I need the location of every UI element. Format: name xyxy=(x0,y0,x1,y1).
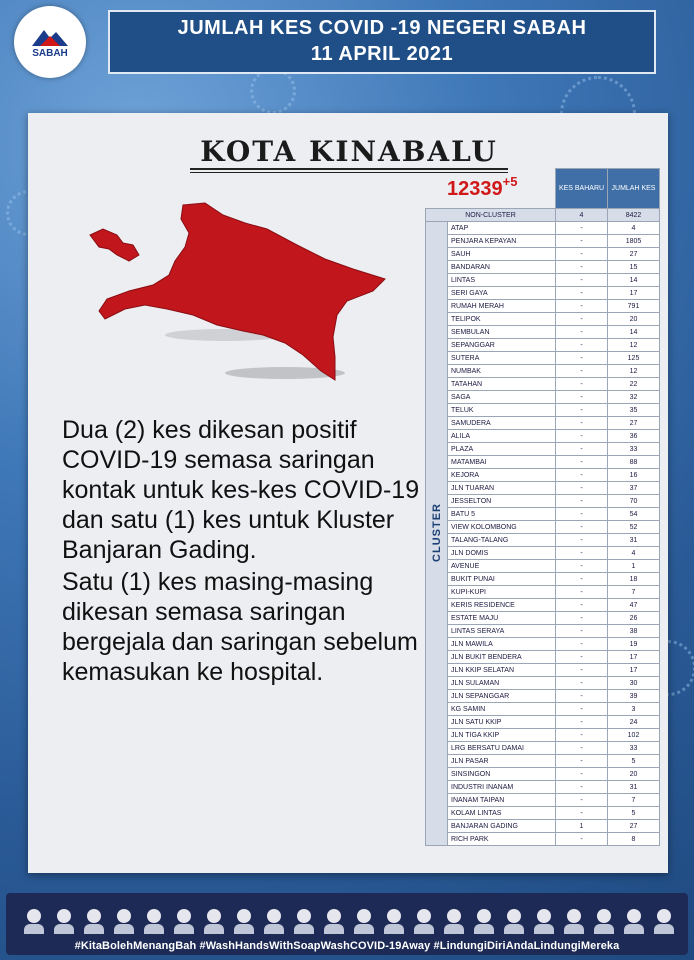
footer-hashtags: #KitaBolehMenangBah #WashHandsWithSoapWashCOVID-19Away #LindungiDiriAndaLindungiMereka xyxy=(74,940,620,952)
cluster-name: JESSELTON xyxy=(448,495,556,508)
cluster-total-cases: 27 xyxy=(608,820,660,833)
cluster-new-cases: - xyxy=(556,794,608,807)
cluster-new-cases: - xyxy=(556,547,608,560)
header-date: 11 APRIL 2021 xyxy=(310,43,454,65)
cluster-new-cases: - xyxy=(556,443,608,456)
cluster-name: NUMBAK xyxy=(448,365,556,378)
cluster-new-cases: - xyxy=(556,677,608,690)
cluster-name: JLN PASAR xyxy=(448,755,556,768)
cluster-new-cases: - xyxy=(556,235,608,248)
total-count: 12339 xyxy=(447,178,503,200)
cluster-name: MATAMBAI xyxy=(448,456,556,469)
cluster-name: JLN SATU KKIP xyxy=(448,716,556,729)
person-figure-icon xyxy=(444,909,464,933)
table-row xyxy=(426,586,660,599)
cluster-total-cases: 12 xyxy=(608,339,660,352)
table-row xyxy=(426,339,660,352)
person-figure-icon xyxy=(54,909,74,933)
person-figure-icon xyxy=(294,909,314,933)
table-row xyxy=(426,755,660,768)
cluster-name: SEPANGGAR xyxy=(448,339,556,352)
cluster-name: LINTAS xyxy=(448,274,556,287)
cluster-name: BATU 5 xyxy=(448,508,556,521)
table-row xyxy=(426,781,660,794)
cluster-total-cases: 24 xyxy=(608,716,660,729)
cluster-total-cases: 14 xyxy=(608,274,660,287)
cluster-new-cases: - xyxy=(556,417,608,430)
cluster-total-cases: 14 xyxy=(608,326,660,339)
table-row xyxy=(426,677,660,690)
cluster-total-cases: 5 xyxy=(608,755,660,768)
virus-decoration xyxy=(250,68,296,114)
cluster-name: PLAZA xyxy=(448,443,556,456)
person-figure-icon xyxy=(324,909,344,933)
cluster-label: CLUSTER xyxy=(430,503,443,562)
cluster-new-cases: - xyxy=(556,768,608,781)
cluster-new-cases: - xyxy=(556,833,608,846)
cluster-new-cases: - xyxy=(556,703,608,716)
table-row xyxy=(426,352,660,365)
cluster-name: ALILA xyxy=(448,430,556,443)
person-figure-icon xyxy=(354,909,374,933)
person-figure-icon xyxy=(624,909,644,933)
cluster-name: JLN DOMIS xyxy=(448,547,556,560)
cluster-total-cases: 31 xyxy=(608,781,660,794)
cluster-new-cases: - xyxy=(556,274,608,287)
table-row xyxy=(426,794,660,807)
cluster-total-cases: 31 xyxy=(608,534,660,547)
table-row xyxy=(426,261,660,274)
cluster-name: JLN SEPANGGAR xyxy=(448,690,556,703)
cluster-new-cases: - xyxy=(556,222,608,235)
cluster-name: ESTATE MAJU xyxy=(448,612,556,625)
table-row xyxy=(426,573,660,586)
cluster-new-cases: - xyxy=(556,664,608,677)
cluster-name: INANAM TAIPAN xyxy=(448,794,556,807)
cluster-name: SEMBULAN xyxy=(448,326,556,339)
cluster-new-cases: - xyxy=(556,638,608,651)
cluster-new-cases: - xyxy=(556,326,608,339)
cluster-total-cases: 7 xyxy=(608,586,660,599)
cluster-name: ATAP xyxy=(448,222,556,235)
table-row xyxy=(426,430,660,443)
person-figure-icon xyxy=(564,909,584,933)
cluster-total-cases: 32 xyxy=(608,391,660,404)
cluster-total-cases: 8 xyxy=(608,833,660,846)
cluster-new-cases: - xyxy=(556,248,608,261)
cluster-new-cases: - xyxy=(556,495,608,508)
cluster-total-cases: 12 xyxy=(608,365,660,378)
cluster-new-cases: - xyxy=(556,586,608,599)
cluster-total-cases: 7 xyxy=(608,794,660,807)
table-header-row xyxy=(426,169,660,209)
cluster-total-cases: 791 xyxy=(608,300,660,313)
person-figure-icon xyxy=(24,909,44,933)
cluster-new-cases: - xyxy=(556,508,608,521)
description-para-1: Dua (2) kes dikesan positif COVID-19 semasa saringan kontak untuk kes-kes COVID-19 dan satu (1) kes untuk Kluster Banjaran Gading. xyxy=(62,416,420,564)
cluster-name: SAMUDERA xyxy=(448,417,556,430)
person-figure-icon xyxy=(474,909,494,933)
cluster-name: BUKIT PUNAI xyxy=(448,573,556,586)
logo-name: SABAH xyxy=(32,47,68,59)
mountain-logo-icon xyxy=(30,26,70,48)
region-title: KOTA KINABALU xyxy=(200,135,498,168)
cluster-name: SAUH xyxy=(448,248,556,261)
new-count: +5 xyxy=(502,174,518,189)
col-header-total: JUMLAH KES xyxy=(608,169,660,209)
cluster-total-cases: 17 xyxy=(608,651,660,664)
cluster-new-cases: - xyxy=(556,482,608,495)
cluster-name: TELUK xyxy=(448,404,556,417)
cluster-new-cases: - xyxy=(556,352,608,365)
table-row xyxy=(426,274,660,287)
cluster-table xyxy=(425,168,660,846)
person-figure-icon xyxy=(534,909,554,933)
person-figure-icon xyxy=(114,909,134,933)
cluster-new-cases: - xyxy=(556,742,608,755)
person-figure-icon xyxy=(654,909,674,933)
cluster-name: TATAHAN xyxy=(448,378,556,391)
table-row xyxy=(426,235,660,248)
cluster-total-cases: 20 xyxy=(608,768,660,781)
cluster-new-cases: - xyxy=(556,521,608,534)
non-cluster-total: 8422 xyxy=(608,209,660,222)
cluster-new-cases: - xyxy=(556,755,608,768)
table-row xyxy=(426,703,660,716)
cluster-name: AVENUE xyxy=(448,560,556,573)
cluster-total-cases: 1805 xyxy=(608,235,660,248)
table-row xyxy=(426,495,660,508)
table-row xyxy=(426,664,660,677)
table-row xyxy=(426,651,660,664)
cluster-total-cases: 38 xyxy=(608,625,660,638)
cluster-name: SERI GAYA xyxy=(448,287,556,300)
cluster-total-cases: 35 xyxy=(608,404,660,417)
non-cluster-row xyxy=(426,209,660,222)
person-figure-icon xyxy=(264,909,284,933)
table-row xyxy=(426,716,660,729)
cluster-new-cases: - xyxy=(556,365,608,378)
cluster-total-cases: 30 xyxy=(608,677,660,690)
table-row xyxy=(426,547,660,560)
cluster-name: INDUSTRI INANAM xyxy=(448,781,556,794)
table-row xyxy=(426,742,660,755)
cluster-total-cases: 16 xyxy=(608,469,660,482)
cluster-label-tab xyxy=(426,222,448,846)
table-row xyxy=(426,807,660,820)
table-row xyxy=(426,508,660,521)
cluster-total-cases: 52 xyxy=(608,521,660,534)
cluster-total-cases: 15 xyxy=(608,261,660,274)
cluster-total-cases: 17 xyxy=(608,287,660,300)
cluster-new-cases: - xyxy=(556,300,608,313)
cluster-new-cases: - xyxy=(556,781,608,794)
cluster-total-cases: 33 xyxy=(608,443,660,456)
table-row xyxy=(426,768,660,781)
person-figure-icon xyxy=(384,909,404,933)
cluster-new-cases: - xyxy=(556,716,608,729)
person-figure-icon xyxy=(174,909,194,933)
cluster-new-cases: - xyxy=(556,651,608,664)
person-figure-icon xyxy=(204,909,224,933)
cluster-total-cases: 88 xyxy=(608,456,660,469)
table-row xyxy=(426,729,660,742)
cluster-name: SAGA xyxy=(448,391,556,404)
cluster-name: JLN TUARAN xyxy=(448,482,556,495)
cluster-total-cases: 70 xyxy=(608,495,660,508)
table-row xyxy=(426,469,660,482)
description xyxy=(62,415,422,689)
cluster-name: KEJORA xyxy=(448,469,556,482)
table-row xyxy=(426,443,660,456)
cluster-name: JLN SULAMAN xyxy=(448,677,556,690)
table-row xyxy=(426,417,660,430)
cluster-total-cases: 27 xyxy=(608,417,660,430)
cluster-new-cases: - xyxy=(556,599,608,612)
cluster-new-cases: - xyxy=(556,378,608,391)
table-row xyxy=(426,300,660,313)
person-figure-icon xyxy=(84,909,104,933)
table-row xyxy=(426,625,660,638)
cluster-name: JLN BUKIT BENDERA xyxy=(448,651,556,664)
cluster-total-cases: 102 xyxy=(608,729,660,742)
cluster-total-cases: 22 xyxy=(608,378,660,391)
cluster-total-cases: 27 xyxy=(608,248,660,261)
cluster-total-cases: 39 xyxy=(608,690,660,703)
cluster-total-cases: 4 xyxy=(608,547,660,560)
table-row xyxy=(426,521,660,534)
table-row xyxy=(426,313,660,326)
cluster-name: JLN KKIP SELATAN xyxy=(448,664,556,677)
table-row xyxy=(426,690,660,703)
cluster-new-cases: - xyxy=(556,807,608,820)
cluster-new-cases: - xyxy=(556,456,608,469)
cluster-total-cases: 47 xyxy=(608,599,660,612)
cluster-new-cases: - xyxy=(556,573,608,586)
cluster-new-cases: - xyxy=(556,612,608,625)
table-row xyxy=(426,612,660,625)
table-row xyxy=(426,560,660,573)
cluster-name: SINSINGON xyxy=(448,768,556,781)
cluster-new-cases: - xyxy=(556,261,608,274)
cluster-name: JLN MAWILA xyxy=(448,638,556,651)
district-map xyxy=(85,195,395,395)
footer-banner xyxy=(6,893,688,955)
table-row xyxy=(426,287,660,300)
description-para-2: Satu (1) kes masing-masing dikesan semasa saringan bergejala dan saringan sebelum kemasukan ke hospital. xyxy=(62,568,418,686)
cluster-total-cases: 4 xyxy=(608,222,660,235)
cluster-total-cases: 37 xyxy=(608,482,660,495)
cluster-total-cases: 3 xyxy=(608,703,660,716)
cluster-name: KOLAM LINTAS xyxy=(448,807,556,820)
person-figure-icon xyxy=(594,909,614,933)
table-row xyxy=(426,638,660,651)
cluster-name: KG SAMIN xyxy=(448,703,556,716)
cluster-name: BANDARAN xyxy=(448,261,556,274)
cluster-name: VIEW KOLOMBONG xyxy=(448,521,556,534)
cluster-new-cases: - xyxy=(556,690,608,703)
cluster-total-cases: 20 xyxy=(608,313,660,326)
cluster-total-cases: 18 xyxy=(608,573,660,586)
cluster-name: LINTAS SERAYA xyxy=(448,625,556,638)
cluster-name: BANJARAN GADING xyxy=(448,820,556,833)
cluster-name: KERIS RESIDENCE xyxy=(448,599,556,612)
person-figure-icon xyxy=(414,909,434,933)
table-row xyxy=(426,248,660,261)
cluster-new-cases: - xyxy=(556,430,608,443)
cluster-new-cases: 1 xyxy=(556,820,608,833)
table-row xyxy=(426,391,660,404)
cluster-name: TELIPOK xyxy=(448,313,556,326)
sabah-health-logo xyxy=(14,6,86,78)
cluster-total-cases: 17 xyxy=(608,664,660,677)
cluster-name: JLN TIGA KKIP xyxy=(448,729,556,742)
col-header-new: KES BAHARU xyxy=(556,169,608,209)
cluster-total-cases: 54 xyxy=(608,508,660,521)
cluster-total-cases: 19 xyxy=(608,638,660,651)
table-row xyxy=(426,326,660,339)
table-row xyxy=(426,534,660,547)
table-row xyxy=(426,820,660,833)
non-cluster-new: 4 xyxy=(556,209,608,222)
table-row xyxy=(426,833,660,846)
person-figure-icon xyxy=(504,909,524,933)
table-row xyxy=(426,599,660,612)
cluster-total-cases: 36 xyxy=(608,430,660,443)
map-mainland xyxy=(99,203,385,380)
cluster-new-cases: - xyxy=(556,287,608,300)
cluster-new-cases: - xyxy=(556,469,608,482)
cluster-name: LRG BERSATU DAMAI xyxy=(448,742,556,755)
cluster-new-cases: - xyxy=(556,404,608,417)
person-figure-icon xyxy=(234,909,254,933)
table-row xyxy=(426,456,660,469)
cluster-new-cases: - xyxy=(556,560,608,573)
non-cluster-label: NON-CLUSTER xyxy=(426,209,556,222)
cluster-total-cases: 125 xyxy=(608,352,660,365)
cluster-new-cases: - xyxy=(556,534,608,547)
cluster-name: KUPI-KUPI xyxy=(448,586,556,599)
cluster-new-cases: - xyxy=(556,625,608,638)
table-row xyxy=(426,222,660,235)
cluster-total-cases: 1 xyxy=(608,560,660,573)
person-figure-icon xyxy=(144,909,164,933)
header-spacer xyxy=(426,169,556,209)
cluster-name: RICH PARK xyxy=(448,833,556,846)
cluster-name: PENJARA KEPAYAN xyxy=(448,235,556,248)
cluster-new-cases: - xyxy=(556,391,608,404)
cluster-name: RUMAH MERAH xyxy=(448,300,556,313)
cluster-new-cases: - xyxy=(556,313,608,326)
table-row xyxy=(426,365,660,378)
cluster-new-cases: - xyxy=(556,339,608,352)
cluster-name: SUTERA xyxy=(448,352,556,365)
cluster-total-cases: 26 xyxy=(608,612,660,625)
table-row xyxy=(426,404,660,417)
header-banner xyxy=(108,10,656,74)
table-row xyxy=(426,482,660,495)
header-title: JUMLAH KES COVID -19 NEGERI SABAH xyxy=(177,17,587,39)
cluster-name: TALANG-TALANG xyxy=(448,534,556,547)
table-row xyxy=(426,378,660,391)
map-island xyxy=(90,229,139,261)
cluster-total-cases: 5 xyxy=(608,807,660,820)
cluster-new-cases: - xyxy=(556,729,608,742)
cluster-total-cases: 33 xyxy=(608,742,660,755)
